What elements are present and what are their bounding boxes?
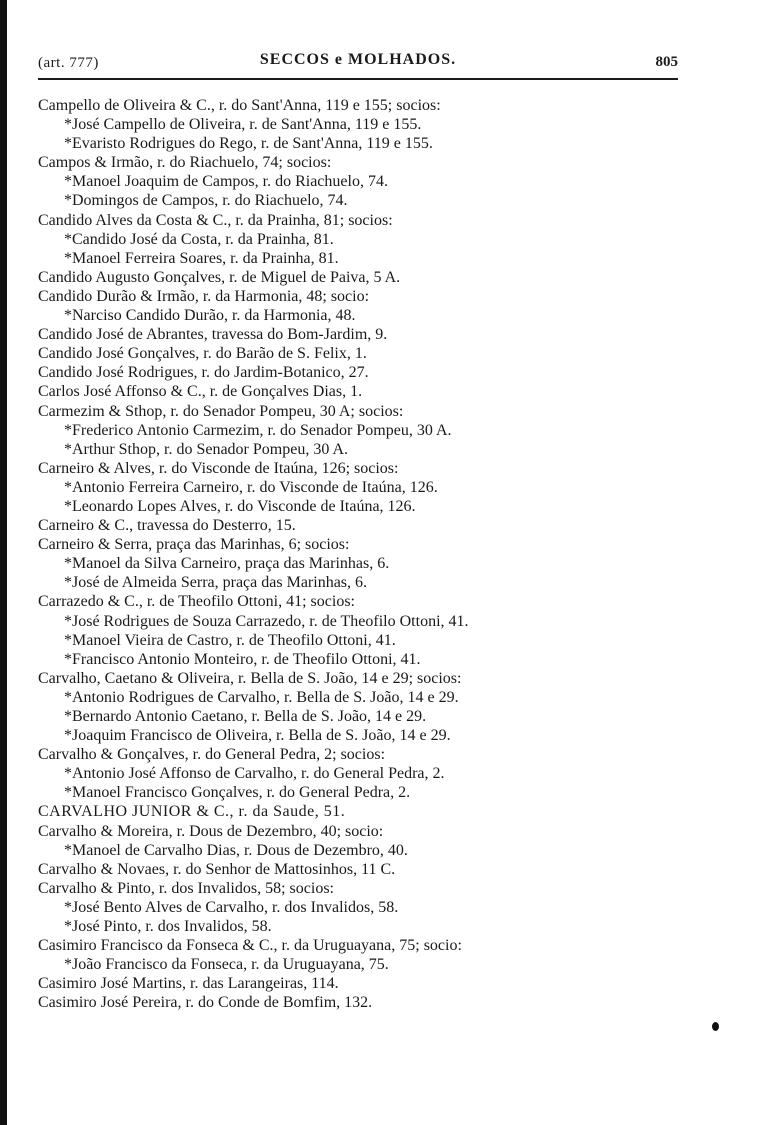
firm-entry: Candido José Gonçalves, r. do Barão de S. Felix, 1. — [38, 345, 367, 363]
firm-entry: Candido José Rodrigues, r. do Jardim-Botanico, 27. — [38, 364, 369, 382]
partner-entry: *José Rodrigues de Souza Carrazedo, r. de Theofilo Ottoni, 41. — [64, 612, 469, 630]
partner-entry: *Narciso Candido Durão, r. da Harmonia, 48. — [64, 307, 356, 325]
partner-entry: *Manoel Francisco Gonçalves, r. do General Pedra, 2. — [64, 784, 411, 802]
partner-entry: *Manoel de Carvalho Dias, r. Dous de Dezembro, 40. — [64, 841, 408, 859]
partner-entry: *José Pinto, r. dos Invalidos, 58. — [64, 918, 272, 936]
firm-entry: Carvalho & Novaes, r. do Senhor de Mattosinhos, 11 C. — [38, 860, 396, 878]
firm-entry: CARVALHO JUNIOR & C., r. da Saude, 51. — [38, 803, 346, 821]
partner-entry: *Leonardo Lopes Alves, r. do Visconde de Itaúna, 126. — [64, 497, 416, 515]
partner-entry: *Manoel Vieira de Castro, r. de Theofilo Ottoni, 41. — [64, 631, 396, 649]
firm-entry: Casimiro José Martins, r. das Larangeiras, 114. — [38, 975, 339, 993]
page-title: SECCOS e MOLHADOS. — [259, 51, 457, 68]
firm-entry: Candido Durão & Irmão, r. da Harmonia, 48; socio: — [38, 287, 370, 305]
firm-entry: Candido José de Abrantes, travessa do Bom-Jardim, 9. — [38, 326, 388, 344]
page-header — [38, 50, 678, 76]
partner-entry: *Manoel Joaquim de Campos, r. do Riachuelo, 74. — [64, 173, 388, 191]
firm-entry: Carvalho & Gonçalves, r. do General Pedra, 2; socios: — [38, 746, 386, 764]
article-reference: (art. 777) — [38, 55, 99, 71]
partner-entry: *Frederico Antonio Carmezim, r. do Senador Pompeu, 30 A. — [64, 421, 452, 439]
partner-entry: *Bernardo Antonio Caetano, r. Bella de S. João, 14 e 29. — [64, 708, 427, 725]
ink-mark — [712, 1022, 719, 1031]
firm-entry: Casimiro José Pereira, r. do Conde de Bomfim, 132. — [38, 994, 373, 1012]
firm-entry: Carrazedo & C., r. de Theofilo Ottoni, 41; socios: — [38, 593, 355, 611]
partner-entry: *Manoel da Silva Carneiro, praça das Marinhas, 6. — [64, 555, 390, 573]
partner-entry: *Antonio José Affonso de Carvalho, r. do General Pedra, 2. — [64, 765, 445, 783]
partner-entry: *Antonio Rodrigues de Carvalho, r. Bella de S. João, 14 e 29. — [64, 688, 459, 706]
partner-entry: *Candido José da Costa, r. da Prainha, 81. — [64, 230, 334, 248]
firm-entry: Carvalho & Moreira, r. Dous de Dezembro, 40; socio: — [38, 822, 384, 840]
header-divider — [38, 78, 678, 80]
partner-entry: *José de Almeida Serra, praça das Marinhas, 6. — [64, 574, 368, 592]
firm-entry: Campos & Irmão, r. do Riachuelo, 74; socios: — [38, 154, 332, 172]
partner-entry: *José Bento Alves de Carvalho, r. dos Invalidos, 58. — [64, 898, 399, 916]
firm-entry: Casimiro Francisco da Fonseca & C., r. da Uruguayana, 75; socio: — [38, 937, 462, 955]
partner-entry: *Antonio Ferreira Carneiro, r. do Visconde de Itaúna, 126. — [64, 478, 438, 496]
page-number: 805 — [655, 54, 678, 70]
firm-entry: Campello de Oliveira & C., r. do Sant'Anna, 119 e 155; socios: — [38, 97, 441, 114]
firm-entry: Candido Augusto Gonçalves, r. de Miguel de Paiva, 5 A. — [38, 268, 401, 286]
firm-entry: Candido Alves da Costa & C., r. da Prainha, 81; socios: — [38, 211, 393, 229]
partner-entry: *Francisco Antonio Monteiro, r. de Theofilo Ottoni, 41. — [64, 650, 421, 668]
firm-entry: Carneiro & C., travessa do Desterro, 15. — [38, 517, 296, 535]
firm-entry: Carneiro & Alves, r. do Visconde de Itaúna, 126; socios: — [38, 459, 399, 477]
partner-entry: *João Francisco da Fonseca, r. da Uruguayana, 75. — [64, 956, 389, 974]
partner-entry: *Evaristo Rodrigues do Rego, r. de Sant'Anna, 119 e 155. — [64, 135, 433, 153]
firm-entry: Carmezim & Sthop, r. do Senador Pompeu, 30 A; socios: — [38, 402, 404, 420]
partner-entry: *Joaquim Francisco de Oliveira, r. Bella de S. João, 14 e 29. — [64, 727, 451, 745]
directory-entries — [38, 96, 728, 1013]
partner-entry: *Arthur Sthop, r. do Senador Pompeu, 30 A. — [64, 440, 348, 458]
page-edge-rule — [0, 0, 7, 1125]
firm-entry: Carlos José Affonso & C., r. de Gonçalves Dias, 1. — [38, 383, 363, 401]
firm-entry: Carvalho, Caetano & Oliveira, r. Bella de S. João, 14 e 29; socios: — [38, 669, 462, 687]
firm-entry: Carneiro & Serra, praça das Marinhas, 6; socios: — [38, 536, 350, 554]
partner-entry: *Domingos de Campos, r. do Riachuelo, 74. — [64, 192, 348, 210]
firm-entry: Carvalho & Pinto, r. dos Invalidos, 58; socios: — [38, 879, 334, 897]
partner-entry: *Manoel Ferreira Soares, r. da Prainha, 81. — [64, 249, 339, 267]
partner-entry: *José Campello de Oliveira, r. de Sant'Anna, 119 e 155. — [64, 116, 422, 134]
